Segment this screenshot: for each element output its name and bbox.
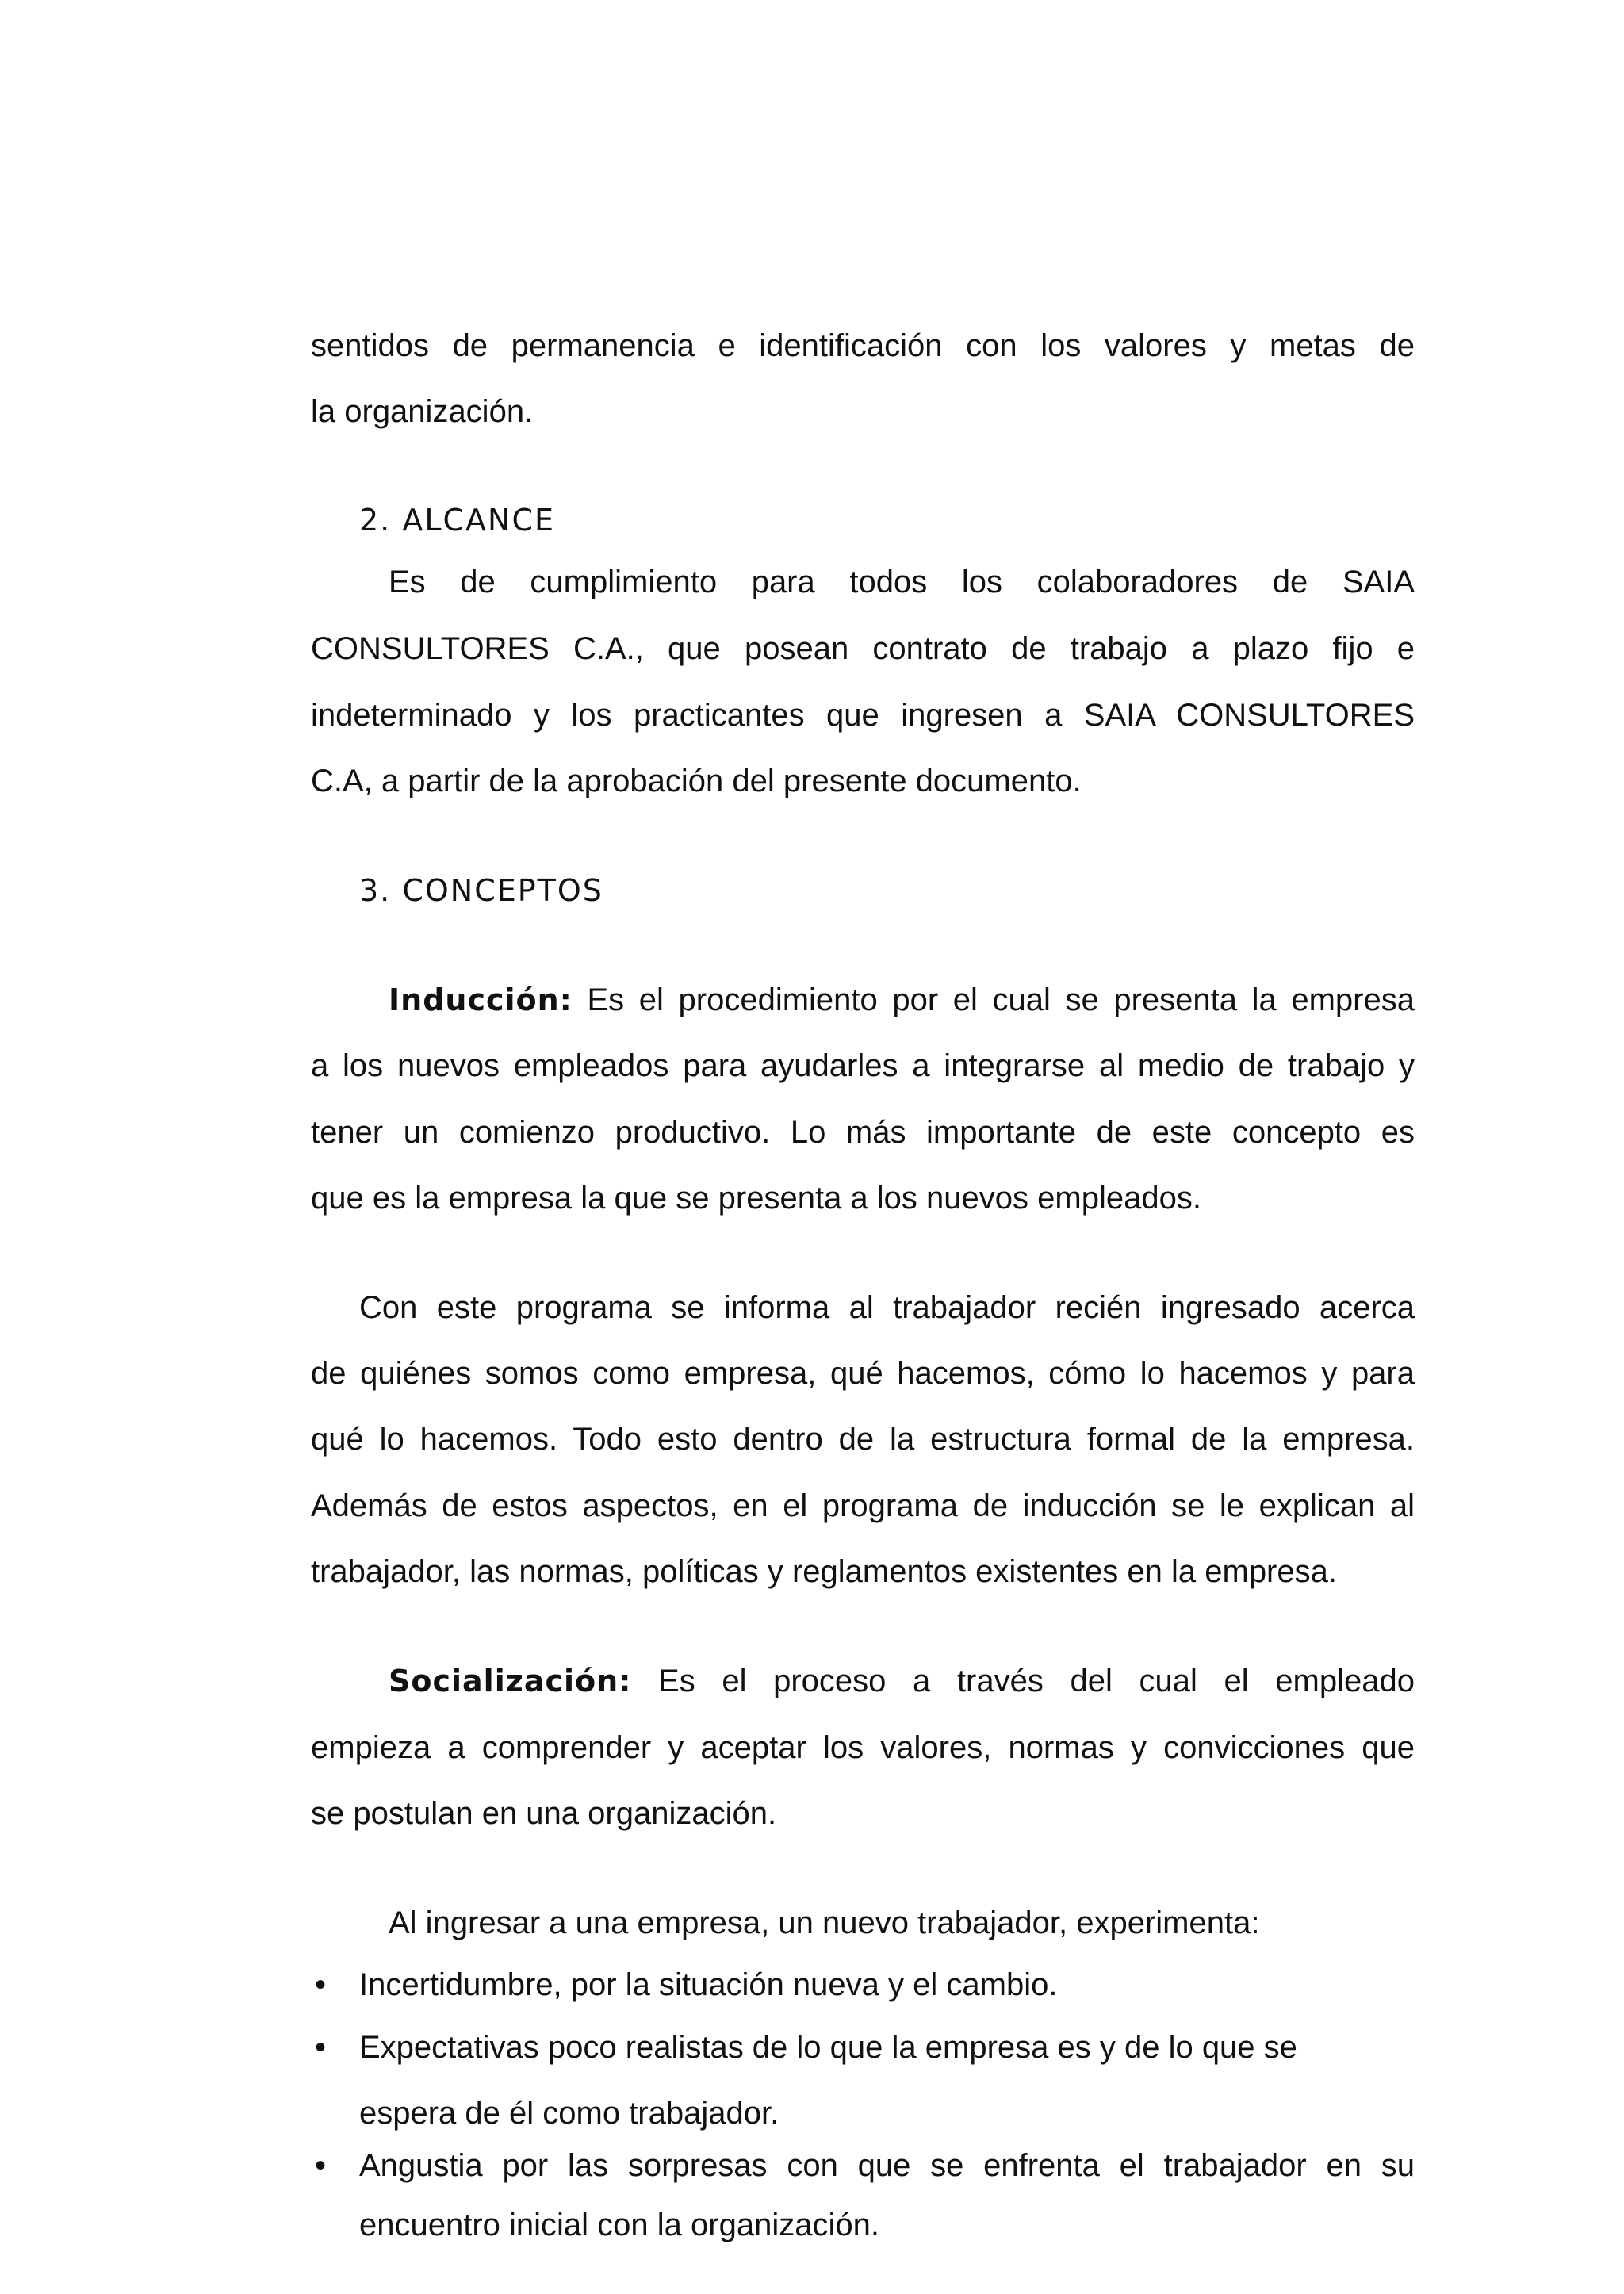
paragraph-line: qué lo hacemos. Todo esto dentro de la estructura formal de la empresa. bbox=[311, 1422, 1415, 1457]
paragraph-line: sentidos de permanencia e identificación con los valores y metas de bbox=[311, 328, 1415, 363]
paragraph-line: indeterminado y los practicantes que ingresen a SAIA CONSULTORES bbox=[311, 698, 1415, 733]
list-item: Expectativas poco realistas de lo que la empresa es y de lo que se bbox=[359, 2030, 1297, 2065]
paragraph-line: se postulan en una organización. bbox=[311, 1796, 777, 1831]
definition-first-line bbox=[389, 979, 1415, 1021]
term-induccion: Inducción: bbox=[389, 982, 573, 1017]
paragraph-line: C.A, a partir de la aprobación del presente documento. bbox=[311, 764, 1082, 798]
bullet-icon: • bbox=[314, 1967, 326, 2002]
definition-first-line bbox=[389, 1660, 1415, 1702]
paragraph-line: Es de cumplimiento para todos los colaboradores de SAIA bbox=[389, 565, 1415, 599]
section-heading-conceptos: 3. CONCEPTOS bbox=[359, 873, 603, 908]
paragraph-line: que es la empresa la que se presenta a los nuevos empleados. bbox=[311, 1181, 1201, 1216]
list-item: Angustia por las sorpresas con que se enfrenta el trabajador en su bbox=[359, 2148, 1415, 2183]
bullet-icon: • bbox=[314, 2030, 326, 2065]
paragraph-line: empieza a comprender y aceptar los valores, normas y convicciones que bbox=[311, 1730, 1415, 1765]
term-socializacion: Socialización: bbox=[389, 1664, 632, 1698]
list-item-continuation: espera de él como trabajador. bbox=[359, 2096, 779, 2131]
list-item: Incertidumbre, por la situación nueva y el cambio. bbox=[359, 1967, 1058, 2002]
paragraph-line: CONSULTORES C.A., que posean contrato de trabajo a plazo fijo e bbox=[311, 631, 1415, 666]
definition-text: Es el proceso a través del cual el empleado bbox=[658, 1664, 1415, 1698]
paragraph-line: la organización. bbox=[311, 394, 534, 429]
definition-text: Es el procedimiento por el cual se presenta la empresa bbox=[587, 982, 1415, 1017]
list-intro: Al ingresar a una empresa, un nuevo trabajador, experimenta: bbox=[389, 1905, 1260, 1940]
paragraph-line: Además de estos aspectos, en el programa de inducción se le explican al bbox=[311, 1488, 1415, 1523]
paragraph-line: tener un comienzo productivo. Lo más importante de este concepto es bbox=[311, 1115, 1415, 1150]
section-heading-alcance: 2. ALCANCE bbox=[359, 503, 555, 538]
paragraph-line: a los nuevos empleados para ayudarles a integrarse al medio de trabajo y bbox=[311, 1048, 1415, 1083]
paragraph-line: de quiénes somos como empresa, qué hacemos, cómo lo hacemos y para bbox=[311, 1356, 1415, 1391]
list-item-continuation: encuentro inicial con la organización. bbox=[359, 2208, 879, 2242]
bullet-icon: • bbox=[314, 2148, 326, 2183]
paragraph-line: Con este programa se informa al trabajador recién ingresado acerca bbox=[359, 1290, 1415, 1325]
paragraph-line: trabajador, las normas, políticas y reglamentos existentes en la empresa. bbox=[311, 1554, 1337, 1589]
